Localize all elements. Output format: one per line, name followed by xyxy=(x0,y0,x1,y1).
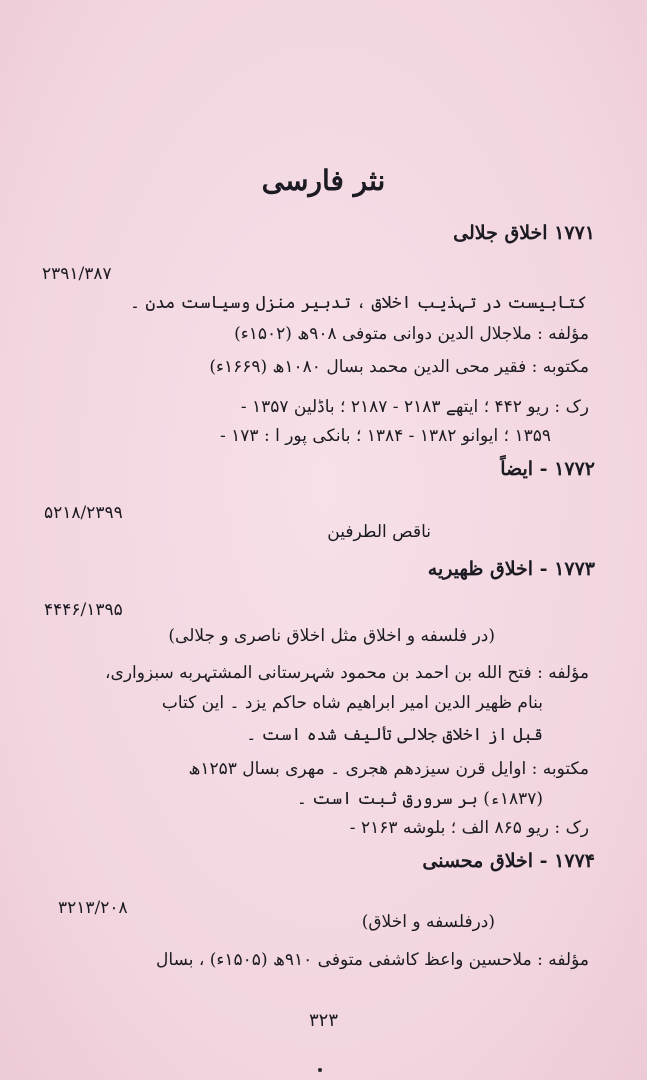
entry-line: رک : ریو ۸۶۵ الف ؛ بلوشه ۲۱۶۳ - xyxy=(349,818,589,838)
entry-line: ۱۳۵۹ ؛ ایوانو ۱۳۸۲ - ۱۳۸۴ ؛ بانکی پور ا : ۱۷۳ - xyxy=(219,426,551,446)
entry-ref: ۴۴۴۶/۱۳۹۵ xyxy=(44,600,123,620)
entry-line: رک : ریو ۴۴۲ ؛ ایتھے ۲۱۸۳ - ۲۱۸۷ ؛ باڈلین ۱۳۵۷ - xyxy=(240,397,589,417)
entry-line: مکتوبه : فقیر محی الدین محمد بسال ۱۰۸۰ھ (۱۶۶۹ء) xyxy=(209,357,589,377)
entry-line: مؤلفه : ملاحسین واعظ کاشفی متوفی ۹۱۰ھ (۱۵۰۵ء) ، بسال xyxy=(156,950,589,970)
page-title: نثر فارسی xyxy=(261,164,386,197)
entry-ref: ۲۳۹۱/۳۸۷ xyxy=(42,264,112,284)
entry-heading: ۱۷۷۱ اخلاق جلالی xyxy=(453,222,595,244)
page-number: ۳۲۳ xyxy=(308,1010,338,1031)
entry-heading: ۱۷۷۴ - اخلاق محسنی xyxy=(422,850,595,872)
entry-line: (درفلسفه و اخلاق) xyxy=(361,912,495,932)
entry-ref: ۳۲۱۳/۲۰۸ xyxy=(58,898,128,918)
entry-heading: ۱۷۷۳ - اخلاق ظهیریه xyxy=(427,558,595,580)
entry-line: مکتوبه : اوایل قرن سیزدهم هجری ۔ مهری بسال ۱۲۵۳ھ xyxy=(188,759,589,779)
entry-line: ناقص الطرفین xyxy=(327,522,431,542)
ink-dot xyxy=(318,1068,322,1072)
entry-heading: ۱۷۷۲ - ایضاً xyxy=(500,458,595,480)
entry-line: مؤلفه : ملاجلال الدین دوانی متوفی ۹۰۸ھ (۱۵۰۲ء) xyxy=(234,324,589,344)
entry-line: (در فلسفه و اخلاق مثل اخلاق ناصری و جلالی) xyxy=(168,626,495,646)
entry-line: بنام ظهیر الدین امیر ابراهیم شاه حاکم یزد ۔ این کتاب xyxy=(161,693,543,713)
entry-line: (۱۸۳۷ء) بر سرورق ثبت است ۔ xyxy=(296,789,543,809)
entry-ref: ۵۲۱۸/۲۳۹۹ xyxy=(44,503,123,523)
entry-line: مؤلفه : فتح الله بن احمد بن محمود شہرستانی المشتہربه سبزواری، xyxy=(105,663,589,683)
entry-line: کتابیست در تہذیب اخلاق ، تدبیر منزل وسیاست مدن ۔ xyxy=(129,293,587,313)
entry-line: قبل از اخلاق جلالی تألیف شده است ۔ xyxy=(246,725,543,745)
